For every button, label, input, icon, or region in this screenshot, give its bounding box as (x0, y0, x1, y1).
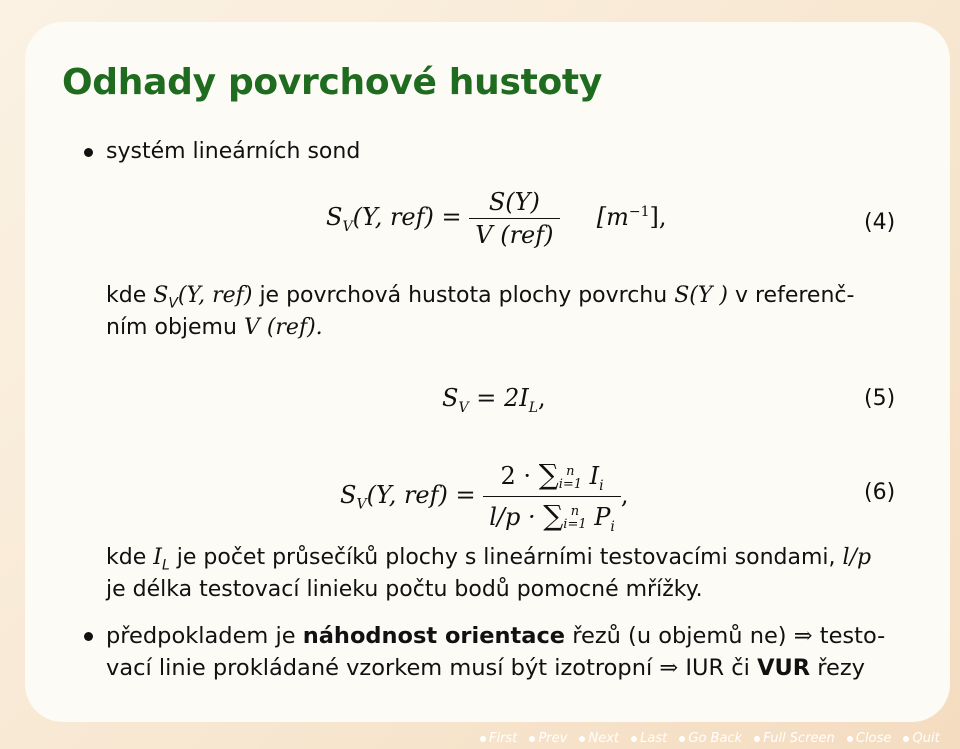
equation-6: $S_V(Y$, ref) = 2 · ∑ n i=1 $I_i$ l/p · ∑ n i=1 $P_i$ , (340, 458, 629, 535)
navigation-bar (480, 731, 948, 746)
nav-dot-icon (631, 736, 637, 742)
nav-first-link[interactable]: First (480, 731, 517, 746)
bullet-marker (84, 632, 93, 641)
bullet-2-line-1: předpokladem je náhodnost orientace řezů (u objemů ne) ⇒ testo- (106, 623, 886, 649)
eq4-fraction (469, 188, 559, 249)
paragraph-1-line-2: ním objemu V (ref). (106, 315, 323, 340)
slide-card (25, 22, 950, 722)
eq4-unit: $[m^{-1}]$, (596, 203, 667, 231)
eq6-denominator: l/p · ∑ n i=1 $P_i$ (489, 498, 615, 535)
eq6-fraction (483, 458, 621, 535)
bullet-marker (84, 148, 93, 157)
eq4-denominator: V (ref) (475, 221, 554, 249)
paragraph-2-line-2: je délka testovací linieku počtu bodů pomocné mřížky. (106, 577, 703, 602)
nav-full-screen-link[interactable]: Full Screen (754, 731, 835, 746)
paragraph-1-line-1: kde $S_V(Y$, ref) je povrchová hustota plochy povrchu S(Y ) v referenč- (106, 283, 855, 312)
nav-dot-icon (903, 736, 909, 742)
nav-go-back-link[interactable]: Go Back (679, 731, 742, 746)
equation-number-5: (5) (864, 386, 896, 411)
eq4-lhs: S (326, 203, 343, 231)
slide-title: Odhady povrchové hustoty (62, 62, 603, 103)
eq4-lhs-sub: V (342, 218, 353, 235)
eq4-lhs-args: (Y, ref) = (352, 203, 462, 231)
nav-dot-icon (847, 736, 853, 742)
bullet-2-line-2: vací linie prokládané vzorkem musí být izotropní ⇒ IUR či VUR řezy (106, 655, 865, 681)
nav-next-link[interactable]: Next (579, 731, 619, 746)
equation-5: $S_V = 2I_L$, (442, 384, 546, 416)
nav-dot-icon (754, 736, 760, 742)
equation-number-6: (6) (864, 480, 896, 505)
nav-dot-icon (679, 736, 685, 742)
eq6-numerator: 2 · ∑ n i=1 $I_i$ (483, 458, 621, 497)
nav-dot-icon (480, 736, 486, 742)
nav-last-link[interactable]: Last (631, 731, 667, 746)
equation-4 (326, 188, 667, 249)
nav-dot-icon (529, 736, 535, 742)
eq4-numerator: S(Y) (469, 188, 559, 219)
nav-prev-link[interactable]: Prev (529, 731, 567, 746)
bullet-text: systém lineárních sond (106, 139, 361, 164)
nav-dot-icon (579, 736, 585, 742)
paragraph-2-line-1: kde $I_L$ je počet průsečíků plochy s lineárními testovacími sondami, l/p (106, 545, 872, 574)
nav-close-link[interactable]: Close (847, 731, 891, 746)
equation-number-4: (4) (864, 210, 896, 235)
nav-quit-link[interactable]: Quit (903, 731, 939, 746)
